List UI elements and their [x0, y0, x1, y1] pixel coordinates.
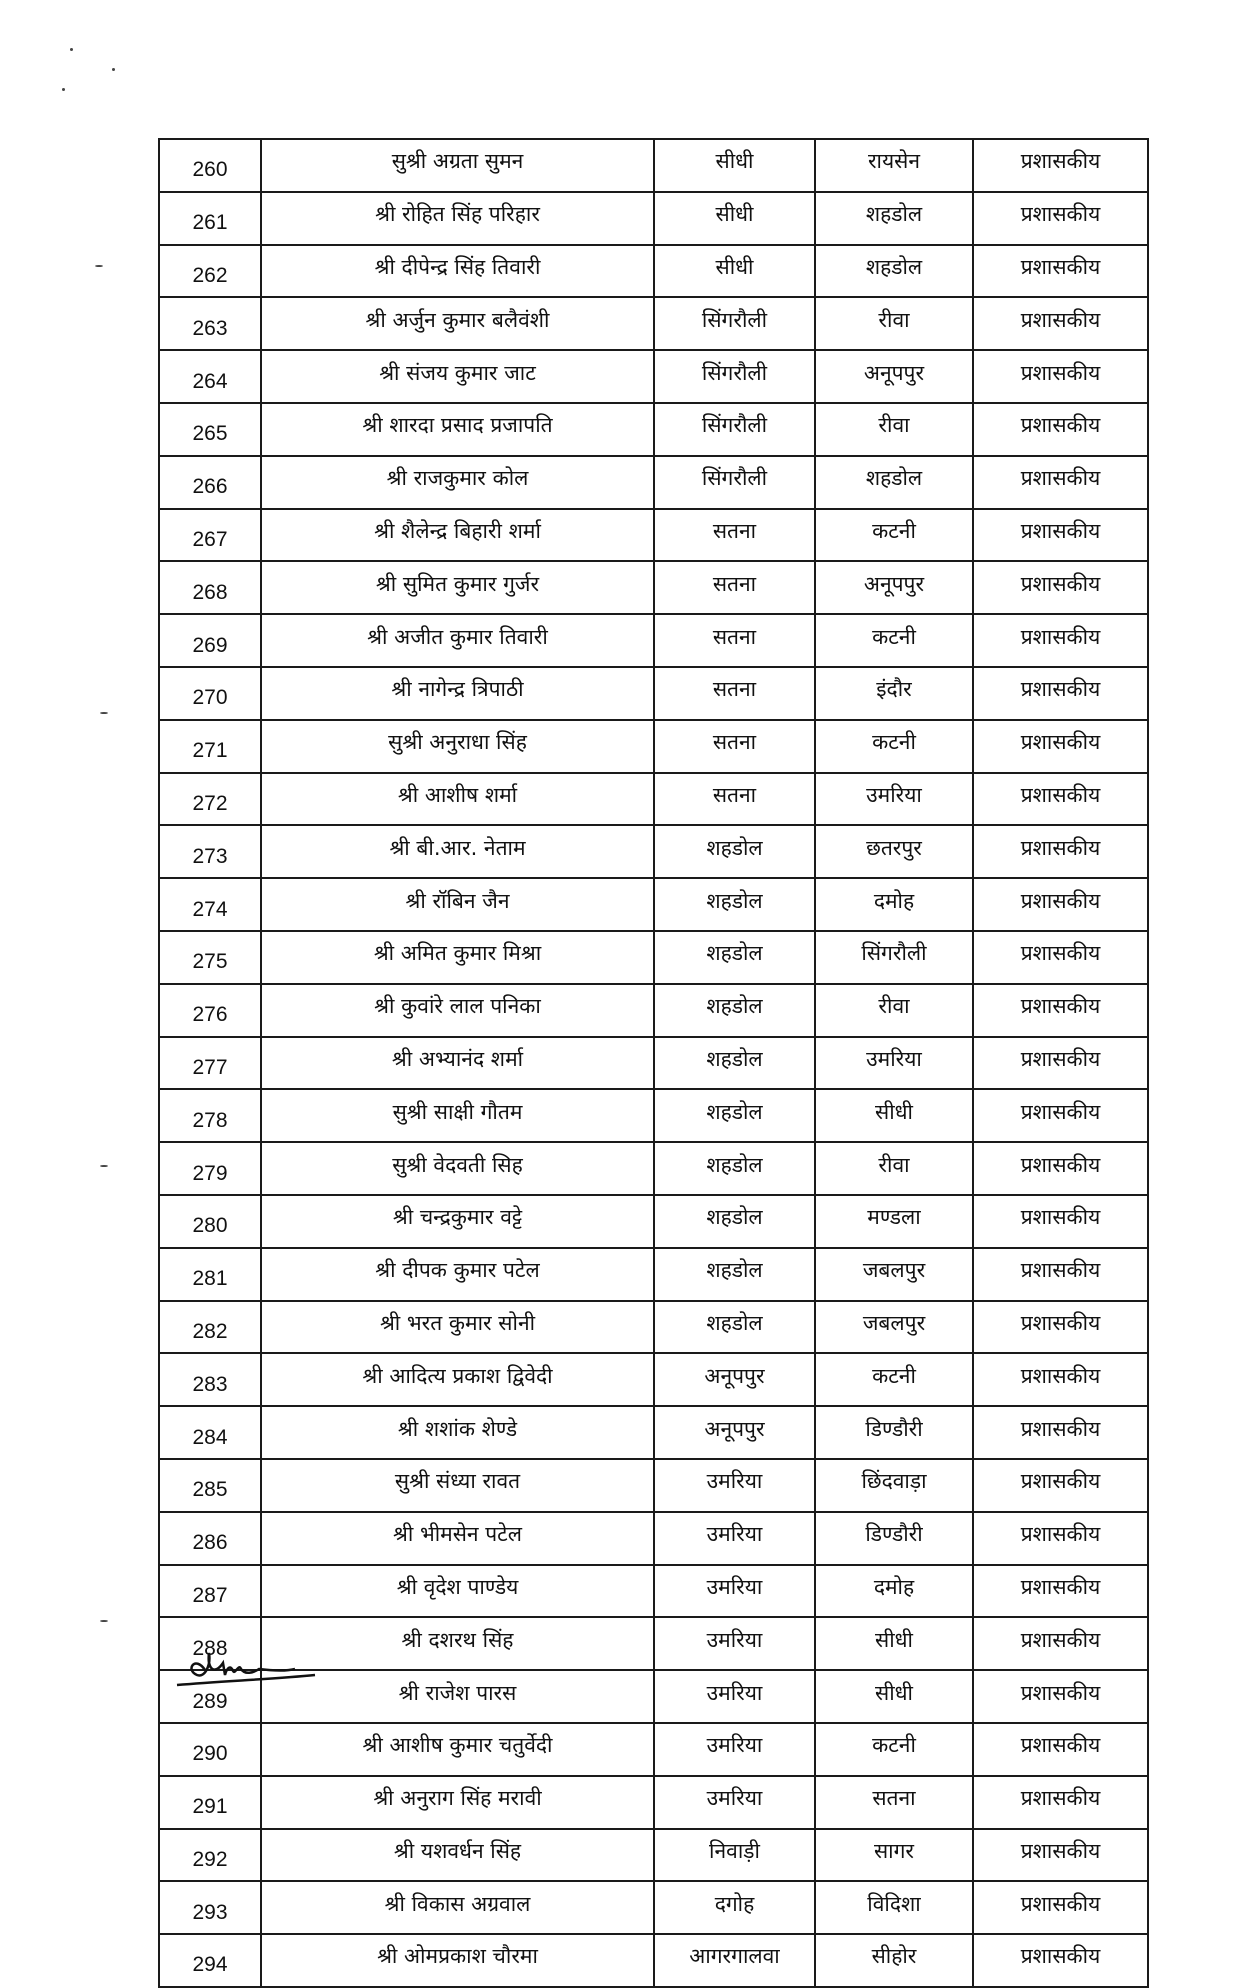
- serial-number: 274: [159, 878, 261, 931]
- transfer-type: प्रशासकीय: [973, 1512, 1148, 1565]
- table-row: [159, 1142, 1148, 1195]
- employee-name: श्री ओमप्रकाश चौरमा: [261, 1934, 654, 1987]
- employee-name: सुश्री अनुराधा सिंह: [261, 720, 654, 773]
- transferred-to: छतरपुर: [815, 825, 973, 878]
- table-row: [159, 878, 1148, 931]
- employee-name: श्री दीपक कुमार पटेल: [261, 1248, 654, 1301]
- transfer-type: प्रशासकीय: [973, 1776, 1148, 1829]
- employee-name: श्री बी.आर. नेताम: [261, 825, 654, 878]
- transfer-type: प्रशासकीय: [973, 984, 1148, 1037]
- table-row: [159, 1723, 1148, 1776]
- table-row: [159, 245, 1148, 298]
- table-row: [159, 509, 1148, 562]
- transfer-type: प्रशासकीय: [973, 297, 1148, 350]
- employee-name: श्री कुवांरे लाल पनिका: [261, 984, 654, 1037]
- serial-number: 260: [159, 139, 261, 192]
- employee-name: श्री शैलेन्द्र बिहारी शर्मा: [261, 509, 654, 562]
- current-posting: निवाड़ी: [654, 1829, 815, 1882]
- transfer-type: प्रशासकीय: [973, 1301, 1148, 1354]
- current-posting: सतना: [654, 509, 815, 562]
- current-posting: शहडोल: [654, 1248, 815, 1301]
- table-row: [159, 1089, 1148, 1142]
- current-posting: शहडोल: [654, 1142, 815, 1195]
- transfer-type: प्रशासकीय: [973, 1089, 1148, 1142]
- transferred-to: सीधी: [815, 1089, 973, 1142]
- transfer-type: प्रशासकीय: [973, 456, 1148, 509]
- serial-number: 268: [159, 561, 261, 614]
- transfer-type: प्रशासकीय: [973, 614, 1148, 667]
- current-posting: सतना: [654, 720, 815, 773]
- transfer-type: प्रशासकीय: [973, 1406, 1148, 1459]
- table-row: [159, 1353, 1148, 1406]
- scan-speck: [112, 68, 115, 71]
- table-row: [159, 931, 1148, 984]
- employee-name: श्री अनुराग सिंह मरावी: [261, 1776, 654, 1829]
- employee-name: श्री राजकुमार कोल: [261, 456, 654, 509]
- table-row: [159, 561, 1148, 614]
- transfer-type: प्रशासकीय: [973, 561, 1148, 614]
- table-row: [159, 773, 1148, 826]
- current-posting: सिंगरौली: [654, 350, 815, 403]
- table-row: [159, 1512, 1148, 1565]
- serial-number: 294: [159, 1934, 261, 1987]
- transferred-to: दमोह: [815, 1565, 973, 1618]
- employee-name: श्री दशरथ सिंह: [261, 1617, 654, 1670]
- employee-name: श्री आशीष शर्मा: [261, 773, 654, 826]
- transfer-type: प्रशासकीय: [973, 1195, 1148, 1248]
- serial-number: 279: [159, 1142, 261, 1195]
- current-posting: उमरिया: [654, 1565, 815, 1618]
- serial-number: 278: [159, 1089, 261, 1142]
- transferred-to: सीधी: [815, 1670, 973, 1723]
- current-posting: अनूपपुर: [654, 1406, 815, 1459]
- current-posting: शहडोल: [654, 931, 815, 984]
- current-posting: उमरिया: [654, 1617, 815, 1670]
- table-row: [159, 667, 1148, 720]
- employee-name: श्री रॉबिन जैन: [261, 878, 654, 931]
- scan-speck: [100, 712, 108, 714]
- serial-number: 289: [159, 1670, 261, 1723]
- current-posting: सिंगरौली: [654, 456, 815, 509]
- current-posting: शहडोल: [654, 878, 815, 931]
- employee-name: श्री वृदेश पाण्डेय: [261, 1565, 654, 1618]
- serial-number: 284: [159, 1406, 261, 1459]
- transfer-type: प्रशासकीय: [973, 825, 1148, 878]
- current-posting: शहडोल: [654, 984, 815, 1037]
- current-posting: शहडोल: [654, 1089, 815, 1142]
- serial-number: 261: [159, 192, 261, 245]
- current-posting: उमरिया: [654, 1512, 815, 1565]
- transfer-type: प्रशासकीय: [973, 1829, 1148, 1882]
- transferred-to: कटनी: [815, 1723, 973, 1776]
- transferred-to: शहडोल: [815, 192, 973, 245]
- transferred-to: उमरिया: [815, 773, 973, 826]
- transferred-to: छिंदवाड़ा: [815, 1459, 973, 1512]
- current-posting: उमरिया: [654, 1670, 815, 1723]
- current-posting: सीधी: [654, 245, 815, 298]
- serial-number: 263: [159, 297, 261, 350]
- current-posting: सिंगरौली: [654, 297, 815, 350]
- transferred-to: मण्डला: [815, 1195, 973, 1248]
- transfer-type: प्रशासकीय: [973, 1142, 1148, 1195]
- serial-number: 283: [159, 1353, 261, 1406]
- table-row: [159, 1195, 1148, 1248]
- transfer-type: प्रशासकीय: [973, 878, 1148, 931]
- employee-name: श्री चन्द्रकुमार वट्टे: [261, 1195, 654, 1248]
- transferred-to: विदिशा: [815, 1881, 973, 1934]
- table-row: [159, 1881, 1148, 1934]
- employee-name: सुश्री अग्रता सुमन: [261, 139, 654, 192]
- transferred-to: डिण्डौरी: [815, 1512, 973, 1565]
- transferred-to: उमरिया: [815, 1037, 973, 1090]
- scan-speck: [70, 48, 73, 51]
- scan-speck: [95, 265, 103, 267]
- table-row: [159, 456, 1148, 509]
- transfer-type: प्रशासकीय: [973, 1617, 1148, 1670]
- serial-number: 288: [159, 1617, 261, 1670]
- current-posting: आगरगालवा: [654, 1934, 815, 1987]
- employee-name: श्री अभ्यानंद शर्मा: [261, 1037, 654, 1090]
- transferred-to: अनूपपुर: [815, 350, 973, 403]
- current-posting: सीधी: [654, 192, 815, 245]
- table-row: [159, 350, 1148, 403]
- scan-speck: [62, 88, 65, 91]
- table-row: [159, 403, 1148, 456]
- serial-number: 285: [159, 1459, 261, 1512]
- signature: [175, 1645, 345, 1690]
- transfer-type: प्रशासकीय: [973, 1459, 1148, 1512]
- current-posting: सतना: [654, 614, 815, 667]
- serial-number: 265: [159, 403, 261, 456]
- serial-number: 277: [159, 1037, 261, 1090]
- serial-number: 293: [159, 1881, 261, 1934]
- serial-number: 264: [159, 350, 261, 403]
- transfer-type: प्रशासकीय: [973, 1723, 1148, 1776]
- employee-name: सुश्री वेदवती सिह: [261, 1142, 654, 1195]
- serial-number: 276: [159, 984, 261, 1037]
- transferred-to: रीवा: [815, 984, 973, 1037]
- transfer-type: प्रशासकीय: [973, 245, 1148, 298]
- transferred-to: जबलपुर: [815, 1301, 973, 1354]
- table-row: [159, 1037, 1148, 1090]
- transferred-to: दमोह: [815, 878, 973, 931]
- transferred-to: शहडोल: [815, 456, 973, 509]
- employee-name: श्री विकास अग्रवाल: [261, 1881, 654, 1934]
- table-row: [159, 1301, 1148, 1354]
- transferred-to: रीवा: [815, 297, 973, 350]
- employee-name: श्री आदित्य प्रकाश द्विवेदी: [261, 1353, 654, 1406]
- employee-name: सुश्री संध्या रावत: [261, 1459, 654, 1512]
- transferred-to: रीवा: [815, 1142, 973, 1195]
- employee-name: श्री अर्जुन कुमार बलैवंशी: [261, 297, 654, 350]
- table-row: [159, 192, 1148, 245]
- employee-name: श्री नागेन्द्र त्रिपाठी: [261, 667, 654, 720]
- serial-number: 266: [159, 456, 261, 509]
- transfer-type: प्रशासकीय: [973, 1670, 1148, 1723]
- transferred-to: कटनी: [815, 509, 973, 562]
- serial-number: 269: [159, 614, 261, 667]
- transferred-to: सीधी: [815, 1617, 973, 1670]
- transfer-type: प्रशासकीय: [973, 403, 1148, 456]
- transferred-to: कटनी: [815, 720, 973, 773]
- transferred-to: सीहोर: [815, 1934, 973, 1987]
- serial-number: 290: [159, 1723, 261, 1776]
- current-posting: दगोह: [654, 1881, 815, 1934]
- serial-number: 287: [159, 1565, 261, 1618]
- current-posting: शहडोल: [654, 825, 815, 878]
- transfer-type: प्रशासकीय: [973, 931, 1148, 984]
- transfer-type: प्रशासकीय: [973, 1037, 1148, 1090]
- serial-number: 291: [159, 1776, 261, 1829]
- scan-speck: [100, 1620, 108, 1622]
- employee-name: श्री सुमित कुमार गुर्जर: [261, 561, 654, 614]
- serial-number: 262: [159, 245, 261, 298]
- transfer-type: प्रशासकीय: [973, 1881, 1148, 1934]
- transferred-to: डिण्डौरी: [815, 1406, 973, 1459]
- transfer-type: प्रशासकीय: [973, 350, 1148, 403]
- current-posting: उमरिया: [654, 1723, 815, 1776]
- employee-name: सुश्री साक्षी गौतम: [261, 1089, 654, 1142]
- current-posting: उमरिया: [654, 1459, 815, 1512]
- transfer-type: प्रशासकीय: [973, 720, 1148, 773]
- transfer-table: [158, 138, 1149, 1988]
- serial-number: 273: [159, 825, 261, 878]
- transferred-to: इंदौर: [815, 667, 973, 720]
- table-row: [159, 984, 1148, 1037]
- transfer-type: प्रशासकीय: [973, 773, 1148, 826]
- employee-name: श्री राजेश पारस: [261, 1670, 654, 1723]
- transfer-type: प्रशासकीय: [973, 1565, 1148, 1618]
- transfer-type: प्रशासकीय: [973, 192, 1148, 245]
- serial-number: 272: [159, 773, 261, 826]
- serial-number: 286: [159, 1512, 261, 1565]
- current-posting: उमरिया: [654, 1776, 815, 1829]
- employee-name: श्री शारदा प्रसाद प्रजापति: [261, 403, 654, 456]
- current-posting: शहडोल: [654, 1301, 815, 1354]
- table-row: [159, 139, 1148, 192]
- employee-name: श्री अजीत कुमार तिवारी: [261, 614, 654, 667]
- table-row: [159, 1406, 1148, 1459]
- table-row: [159, 825, 1148, 878]
- current-posting: सतना: [654, 561, 815, 614]
- table-row: [159, 1565, 1148, 1618]
- current-posting: सिंगरौली: [654, 403, 815, 456]
- transferred-to: रायसेन: [815, 139, 973, 192]
- table-row: [159, 720, 1148, 773]
- table-row: [159, 1459, 1148, 1512]
- transferred-to: अनूपपुर: [815, 561, 973, 614]
- employee-name: श्री यशवर्धन सिंह: [261, 1829, 654, 1882]
- employee-name: श्री आशीष कुमार चतुर्वेदी: [261, 1723, 654, 1776]
- current-posting: सतना: [654, 667, 815, 720]
- table-row: [159, 614, 1148, 667]
- transfer-type: प्रशासकीय: [973, 139, 1148, 192]
- current-posting: शहडोल: [654, 1037, 815, 1090]
- transfer-type: प्रशासकीय: [973, 1353, 1148, 1406]
- transfer-type: प्रशासकीय: [973, 667, 1148, 720]
- employee-name: श्री अमित कुमार मिश्रा: [261, 931, 654, 984]
- table-row: [159, 297, 1148, 350]
- transferred-to: सागर: [815, 1829, 973, 1882]
- current-posting: सतना: [654, 773, 815, 826]
- table-row: [159, 1776, 1148, 1829]
- transferred-to: रीवा: [815, 403, 973, 456]
- serial-number: 282: [159, 1301, 261, 1354]
- serial-number: 281: [159, 1248, 261, 1301]
- transferred-to: सतना: [815, 1776, 973, 1829]
- current-posting: शहडोल: [654, 1195, 815, 1248]
- employee-name: श्री संजय कुमार जाट: [261, 350, 654, 403]
- table-row: [159, 1248, 1148, 1301]
- table-row: [159, 1829, 1148, 1882]
- table-row: [159, 1934, 1148, 1987]
- transfer-type: प्रशासकीय: [973, 509, 1148, 562]
- current-posting: अनूपपुर: [654, 1353, 815, 1406]
- serial-number: 270: [159, 667, 261, 720]
- serial-number: 292: [159, 1829, 261, 1882]
- serial-number: 271: [159, 720, 261, 773]
- employee-name: श्री दीपेन्द्र सिंह तिवारी: [261, 245, 654, 298]
- serial-number: 280: [159, 1195, 261, 1248]
- transferred-to: जबलपुर: [815, 1248, 973, 1301]
- transferred-to: कटनी: [815, 1353, 973, 1406]
- serial-number: 275: [159, 931, 261, 984]
- transferred-to: सिंगरौली: [815, 931, 973, 984]
- transfer-type: प्रशासकीय: [973, 1248, 1148, 1301]
- scan-speck: [100, 1165, 108, 1167]
- serial-number: 267: [159, 509, 261, 562]
- current-posting: सीधी: [654, 139, 815, 192]
- transferred-to: कटनी: [815, 614, 973, 667]
- employee-name: श्री भीमसेन पटेल: [261, 1512, 654, 1565]
- employee-name: श्री शशांक शेण्डे: [261, 1406, 654, 1459]
- transferred-to: शहडोल: [815, 245, 973, 298]
- employee-name: श्री भरत कुमार सोनी: [261, 1301, 654, 1354]
- employee-name: श्री रोहित सिंह परिहार: [261, 192, 654, 245]
- transfer-type: प्रशासकीय: [973, 1934, 1148, 1987]
